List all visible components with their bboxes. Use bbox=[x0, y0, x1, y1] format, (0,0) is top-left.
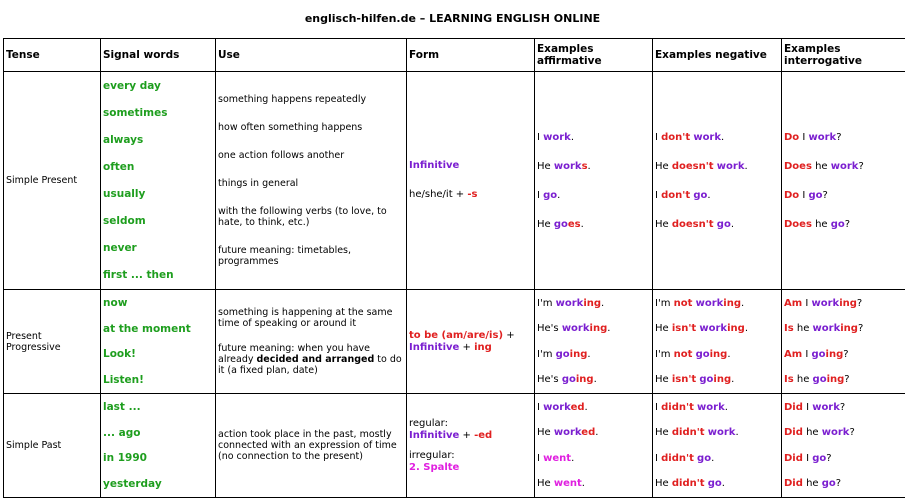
form-label-regular: regular: bbox=[409, 417, 448, 429]
interrogative-cell bbox=[782, 72, 905, 290]
example-negative: He didn't go. bbox=[655, 478, 725, 490]
example-negative: I didn't work. bbox=[655, 401, 728, 413]
tense-table bbox=[3, 38, 905, 498]
signal-word: first ... then bbox=[103, 269, 174, 281]
signal-words-cell bbox=[101, 394, 216, 498]
example-negative: I don't work. bbox=[655, 131, 725, 143]
form-cell: to be (am/are/is) + Infinitive + ing bbox=[407, 290, 535, 394]
example-negative: He doesn't work. bbox=[655, 160, 748, 172]
example-interrogative: Am I going? bbox=[784, 348, 849, 360]
signal-word: yesterday bbox=[103, 477, 162, 490]
use-item: something happens repeatedly bbox=[218, 94, 367, 105]
negative-cell bbox=[653, 72, 782, 290]
signal-word: always bbox=[103, 134, 144, 146]
signal-word: usually bbox=[103, 188, 146, 200]
use-cell bbox=[216, 394, 407, 498]
signal-word: often bbox=[103, 161, 135, 173]
form-cell bbox=[407, 72, 535, 290]
example-affirmative: I'm going. bbox=[537, 348, 591, 360]
example-affirmative: He's going. bbox=[537, 374, 597, 386]
negative-cell bbox=[653, 290, 782, 394]
form-cell: regular: Infinitive + -ed irregular: 2. Spalte bbox=[407, 394, 535, 498]
signal-words-cell bbox=[101, 290, 216, 394]
signal-word: seldom bbox=[103, 215, 146, 227]
example-affirmative: I'm working. bbox=[537, 297, 605, 309]
row-present-progressive bbox=[4, 290, 905, 394]
row-simple-past bbox=[4, 394, 905, 498]
affirmative-cell bbox=[535, 290, 653, 394]
form-label-irregular: irregular: bbox=[409, 449, 455, 461]
form-to-be: to be (am/are/is) bbox=[409, 329, 504, 341]
form-infinitive: Infinitive bbox=[409, 160, 460, 171]
tense-name: Simple Present bbox=[4, 72, 101, 290]
signal-word: sometimes bbox=[103, 107, 168, 119]
header-row bbox=[4, 39, 905, 72]
signal-word: at the moment bbox=[103, 322, 191, 335]
form-suffix: -ed bbox=[474, 429, 493, 441]
form-suffix: ing bbox=[474, 341, 492, 353]
negative-cell bbox=[653, 394, 782, 498]
example-interrogative: Does he go? bbox=[784, 218, 851, 230]
col-header-interrogative: Examples interrogative bbox=[782, 39, 905, 72]
signal-word: Listen! bbox=[103, 373, 144, 386]
example-negative: I'm not working. bbox=[655, 297, 745, 309]
affirmative-cell bbox=[535, 72, 653, 290]
example-negative: I didn't go. bbox=[655, 452, 715, 464]
col-header-use: Use bbox=[216, 39, 407, 72]
example-affirmative: I go. bbox=[537, 189, 561, 201]
example-affirmative: I went. bbox=[537, 452, 575, 464]
interrogative-cell bbox=[782, 394, 905, 498]
use-item: how often something happens bbox=[218, 122, 363, 133]
form-text: he/she/it + bbox=[409, 189, 468, 200]
example-interrogative: Am I working? bbox=[784, 297, 863, 309]
signal-word: every day bbox=[103, 80, 161, 92]
use-cell bbox=[216, 72, 407, 290]
example-affirmative: He's working. bbox=[537, 323, 611, 335]
col-header-negative: Examples negative bbox=[653, 39, 782, 72]
example-affirmative: I work. bbox=[537, 131, 575, 143]
signal-word: ... ago bbox=[103, 426, 141, 439]
example-affirmative: He worked. bbox=[537, 427, 599, 439]
example-negative: He isn't going. bbox=[655, 374, 735, 386]
example-interrogative: Is he going? bbox=[784, 374, 850, 386]
form-suffix: -s bbox=[467, 189, 478, 200]
signal-word: in 1990 bbox=[103, 452, 147, 465]
example-interrogative: Do I work? bbox=[784, 131, 842, 143]
interrogative-cell bbox=[782, 290, 905, 394]
use-item: something is happening at the same time of speaking or around it bbox=[218, 306, 393, 329]
use-item: things in general bbox=[218, 178, 299, 189]
example-negative: He doesn't go. bbox=[655, 218, 734, 230]
form-infinitive: Infinitive bbox=[409, 341, 460, 353]
example-negative: I don't go. bbox=[655, 189, 711, 201]
example-affirmative: He goes. bbox=[537, 218, 584, 230]
signal-word: now bbox=[103, 297, 128, 310]
row-simple-present bbox=[4, 72, 905, 290]
example-affirmative: I worked. bbox=[537, 401, 588, 413]
col-header-tense: Tense bbox=[4, 39, 101, 72]
example-interrogative: Did he work? bbox=[784, 427, 855, 439]
use-cell bbox=[216, 290, 407, 394]
use-item: action took place in the past, mostly connected with an expression of time (no connection to the present) bbox=[218, 429, 397, 462]
tense-name: Simple Past bbox=[4, 394, 101, 498]
signal-words-cell bbox=[101, 72, 216, 290]
use-item: future meaning: when you have already decided and arranged to do it (a fixed plan, date) bbox=[218, 343, 402, 377]
col-header-signal-words: Signal words bbox=[101, 39, 216, 72]
affirmative-cell bbox=[535, 394, 653, 498]
use-item: with the following verbs (to love, to hate, to think, etc.) bbox=[218, 206, 387, 228]
signal-word: never bbox=[103, 242, 137, 254]
example-interrogative: Does he work? bbox=[784, 160, 864, 172]
example-interrogative: Do I go? bbox=[784, 189, 828, 201]
use-item: future meaning: timetables, programmes bbox=[218, 245, 352, 267]
tense-name: Present Progressive bbox=[4, 290, 101, 394]
example-affirmative: He went. bbox=[537, 478, 585, 490]
col-header-form: Form bbox=[407, 39, 535, 72]
example-interrogative: Did he go? bbox=[784, 478, 842, 490]
example-negative: He didn't work. bbox=[655, 427, 739, 439]
example-affirmative: He works. bbox=[537, 160, 591, 172]
form-infinitive: Infinitive bbox=[409, 429, 460, 441]
example-interrogative: Did I go? bbox=[784, 452, 832, 464]
example-negative: I'm not going. bbox=[655, 348, 731, 360]
signal-word: last ... bbox=[103, 401, 141, 414]
form-irregular: 2. Spalte bbox=[409, 461, 460, 473]
signal-word: Look! bbox=[103, 348, 136, 361]
example-interrogative: Is he working? bbox=[784, 323, 864, 335]
col-header-affirmative: Examples affirmative bbox=[535, 39, 653, 72]
example-interrogative: Did I work? bbox=[784, 401, 846, 413]
use-item: one action follows another bbox=[218, 150, 345, 161]
page-title: englisch-hilfen.de – LEARNING ENGLISH ONLINE bbox=[304, 12, 601, 25]
example-negative: He isn't working. bbox=[655, 323, 748, 335]
